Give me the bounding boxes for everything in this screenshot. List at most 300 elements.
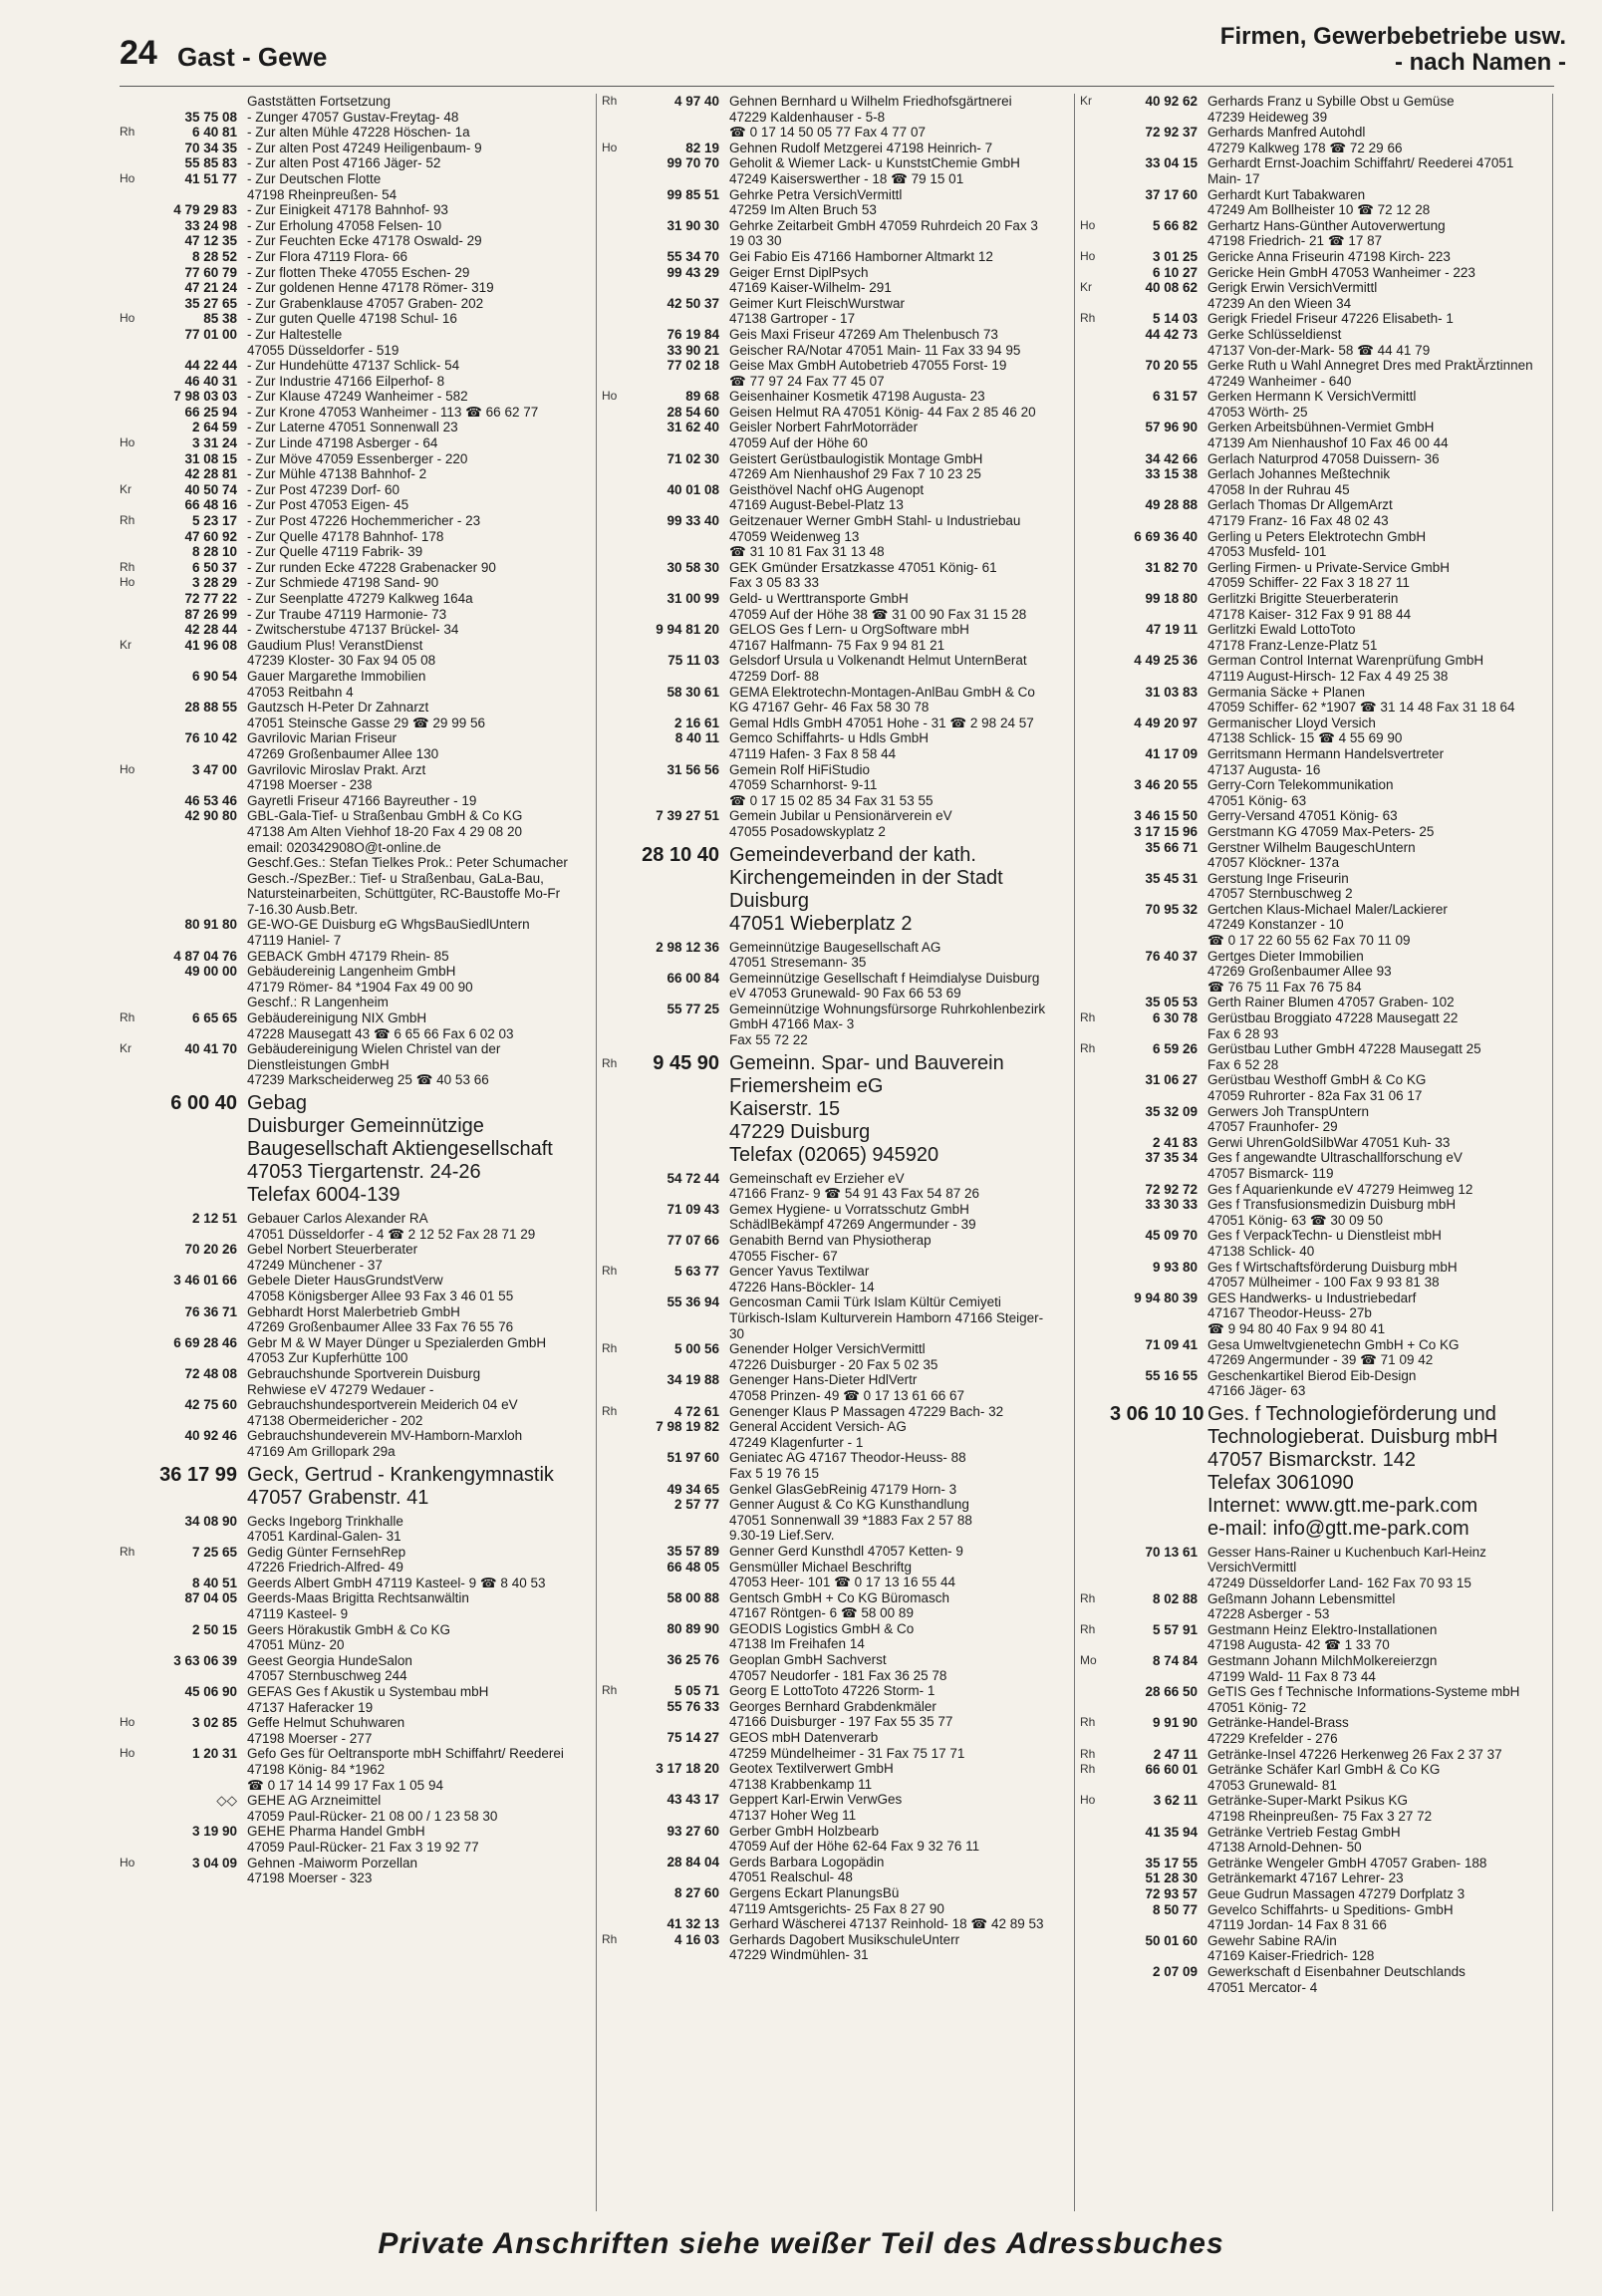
phone-number: 6 31 57 [1152, 389, 1198, 405]
entry-text: Getränke Vertrieb Festag GmbH 47138 Arnold-Dehnen- 50 [1207, 1824, 1401, 1856]
entry-text: - Zur Traube 47119 Harmonie- 73 [247, 606, 447, 622]
entry-text: Gerstner Wilhelm BaugeschUntern 47057 Klöckner- 137a [1207, 839, 1416, 871]
directory-entry [602, 1792, 1056, 1823]
entry-text: Gerling u Peters Elektrotechn GmbH 47053 Musfeld- 101 [1207, 528, 1427, 560]
entry-text: - Zur Feuchten Ecke 47178 Oswald- 29 [247, 233, 482, 249]
location-code [1080, 1870, 1110, 1886]
entry-text: Gerüstbau Broggiato 47228 Mausegatt 22 Fax 6 28 93 [1207, 1010, 1459, 1041]
phone-number: 55 76 33 [667, 1698, 719, 1714]
entry-text: Gewehr Sabine RA/in 47169 Kaiser-Friedrich- 128 [1207, 1932, 1375, 1964]
entry-text: Gemco Schiffahrts- u Hdls GmbH 47119 Hafen- 3 Fax 8 58 44 [729, 730, 930, 761]
entry-text: GEBACK GmbH 47179 Rhein- 85 [247, 948, 449, 964]
location-code: Ho [120, 170, 135, 185]
phone-number: 31 00 99 [667, 591, 719, 606]
directory-entry [1080, 685, 1534, 716]
directory-entry [120, 1092, 574, 1207]
entry-text: Genenger Hans-Dieter HdlVertr 47058 Prinzen- 49 ☎ 0 17 13 61 66 67 [729, 1372, 964, 1403]
phone-number: 28 54 60 [667, 404, 719, 420]
location-code: Rh [1080, 311, 1096, 326]
location-code [1080, 1197, 1110, 1228]
directory-entry [120, 202, 574, 218]
phone-number: 55 77 25 [667, 1001, 719, 1016]
entry-text: Geld- u Werttransporte GmbH 47059 Auf der Höhe 38 ☎ 31 00 90 Fax 31 15 28 [729, 591, 1027, 622]
entry-text: Gefo Ges für Oeltransporte mbH Schiffahrt/ Reederei 47198 König- 84 *1962 ☎ 0 17 14 14 99 17 Fax 1 05 94 [247, 1746, 564, 1793]
directory-entry [1080, 591, 1534, 622]
entry-text: Gebäudereinig Langenheim GmbH 47179 Römer- 84 *1904 Fax 49 00 90 Geschf.: R Langenheim [247, 964, 473, 1010]
directory-entry [120, 482, 574, 498]
entry-text: - Zur goldenen Henne 47178 Römer- 319 [247, 280, 494, 296]
entry-text: Ges f Aquarienkunde eV 47279 Heimweg 12 [1207, 1181, 1473, 1197]
phone-number: 31 82 70 [1145, 559, 1198, 575]
entry-text: Gewerkschaft d Eisenbahner Deutschlands 47051 Mercator- 4 [1207, 1963, 1466, 1995]
directory-entry [1080, 1622, 1534, 1653]
directory-entry [1080, 311, 1534, 327]
phone-number: 4 49 20 97 [1134, 715, 1198, 730]
location-code [120, 110, 149, 126]
directory-entry [1080, 1856, 1534, 1871]
phone-number: 5 05 71 [673, 1683, 719, 1699]
directory-entry [1080, 1886, 1534, 1902]
directory-entry [602, 1002, 1056, 1048]
phone-number: 70 95 32 [1145, 901, 1198, 917]
location-code [602, 1824, 632, 1855]
phone-number: 2 57 77 [673, 1497, 719, 1513]
location-code [602, 1761, 632, 1792]
phone-number: 3 46 15 50 [1134, 808, 1198, 824]
directory-entry [120, 793, 574, 809]
phone-number: 42 28 44 [184, 622, 237, 638]
directory-entry [1080, 1182, 1534, 1198]
section-title [1220, 24, 1566, 76]
phone-number: 6 69 28 46 [173, 1334, 237, 1350]
location-code [1080, 871, 1110, 902]
directory-entry [120, 1856, 574, 1886]
location-code [602, 1233, 632, 1264]
location-code [602, 1916, 632, 1932]
directory-entry [602, 1264, 1056, 1294]
entry-text: - Zur Quelle 47119 Fabrik- 39 [247, 544, 423, 560]
directory-entry [1080, 777, 1534, 808]
location-code [602, 1002, 632, 1048]
location-code [602, 358, 632, 389]
phone-number: 28 10 40 [642, 843, 719, 866]
directory-entry [602, 343, 1056, 359]
entry-text: German Control Internat Warenprüfung GmbH 47119 August-Hirsch- 12 Fax 4 49 25 38 [1207, 653, 1484, 684]
location-code: Rh [1080, 1010, 1096, 1025]
location-code [1080, 187, 1110, 218]
entry-text: Geischer RA/Notar 47051 Main- 11 Fax 33 94 95 [729, 342, 1021, 358]
phone-number: 3 02 85 [191, 1715, 237, 1731]
entry-text: - Zur Schmiede 47198 Sand- 90 [247, 575, 439, 591]
directory-entry [602, 265, 1056, 296]
location-code: Rh [602, 1931, 618, 1946]
directory-entry [120, 529, 574, 545]
entry-text: Gerber GmbH Holzbearb 47059 Auf der Höhe 62-64 Fax 9 32 76 11 [729, 1823, 980, 1855]
location-code [1080, 1886, 1110, 1902]
phone-number: 57 96 90 [1145, 420, 1198, 435]
phone-number: 45 09 70 [1145, 1228, 1198, 1244]
phone-number: ◇◇ [216, 1793, 237, 1809]
phone-number: 99 85 51 [667, 186, 719, 202]
location-code [120, 1428, 149, 1459]
location-code: Ho [120, 1855, 135, 1869]
location-code [1080, 1856, 1110, 1871]
entry-text: Geoplan GmbH Sachverst 47057 Neudorfer - 181 Fax 36 25 78 [729, 1652, 947, 1683]
location-code [602, 940, 632, 971]
directory-entry [602, 1202, 1056, 1233]
entry-text: General Accident Versich- AG 47249 Klagenfurter - 1 [729, 1419, 907, 1450]
location-code [602, 653, 632, 684]
directory-column-3 [1080, 94, 1534, 2211]
phone-number: 33 90 21 [667, 342, 719, 358]
directory-entry [120, 1576, 574, 1591]
location-code [602, 1482, 632, 1498]
phone-number: 8 02 88 [1152, 1590, 1198, 1606]
phone-number: 5 00 56 [673, 1341, 719, 1357]
phone-number: 3 01 25 [1152, 248, 1198, 264]
entry-text: Gebäudereinigung Wielen Christel van der Dienstleistungen GmbH 47239 Markscheiderweg 25 ☎ 40 53 66 [247, 1041, 501, 1088]
phone-number: 55 36 94 [667, 1294, 719, 1310]
entry-text: Gei Fabio Eis 47166 Hamborner Altmarkt 12 [729, 248, 993, 264]
entry-text: Gebrauchshundesportverein Meiderich 04 eV 47138 Obermeidericher - 202 [247, 1397, 518, 1428]
directory-entry [120, 1041, 574, 1088]
entry-text: Gericke Anna Friseurin 47198 Kirch- 223 [1207, 248, 1451, 264]
location-code [1080, 1545, 1110, 1591]
entry-text: Geschenkartikel Bierod Eib-Design 47166 Jäger- 63 [1207, 1367, 1417, 1399]
entry-text: Geck, Gertrud - Krankengymnastik 47057 Grabenstr. 41 [247, 1463, 554, 1509]
directory-entry [1080, 1368, 1534, 1399]
entry-text: Geisler Norbert FahrMotorräder 47059 Auf der Höhe 60 [729, 420, 919, 451]
directory-entry [120, 1715, 574, 1746]
entry-text: - Zur Seenplatte 47279 Kalkweg 164a [247, 591, 473, 606]
directory-entry [120, 233, 574, 249]
location-code: Rh [120, 125, 135, 140]
directory-entry [602, 249, 1056, 265]
directory-entry [120, 1397, 574, 1428]
entry-text: Geotex Textilverwert GmbH 47138 Krabbenkamp 11 [729, 1761, 894, 1792]
location-code: Ho [120, 1746, 135, 1761]
entry-text: Gerhards Franz u Sybille Obst u Gemüse 47239 Heideweg 39 [1207, 94, 1455, 125]
entry-text: - Zur Deutschen Flotte 47198 Rheinpreußen- 54 [247, 170, 398, 202]
location-code [120, 607, 149, 623]
entry-text: - Zur Post 47226 Hochemmericher - 23 [247, 513, 481, 529]
location-code [1080, 716, 1110, 746]
location-code [120, 808, 149, 917]
directory-entry [1080, 1653, 1534, 1684]
phone-number: 3 06 10 10 [1110, 1402, 1204, 1425]
phone-number: 54 72 44 [667, 1170, 719, 1186]
directory-entry [120, 1545, 574, 1576]
location-code [602, 591, 632, 622]
directory-entry [120, 808, 574, 917]
phone-number: 40 01 08 [667, 481, 719, 497]
directory-entry [120, 125, 574, 141]
location-code: Rh [120, 1010, 135, 1025]
directory-entry [602, 844, 1056, 936]
entry-text: - Zur guten Quelle 47198 Schul- 16 [247, 311, 457, 327]
entry-text: Gerstung Inge Friseurin 47057 Sternbuschweg 2 [1207, 870, 1353, 902]
entry-text: Gayretli Friseur 47166 Bayreuther - 19 [247, 792, 477, 808]
phone-number: 41 17 09 [1145, 745, 1198, 761]
phone-number: 9 91 90 [1152, 1715, 1198, 1731]
location-code: Ho [120, 311, 135, 326]
phone-number: 49 28 88 [1145, 497, 1198, 513]
entry-text: Genabith Bernd van Physiotherap 47055 Fischer- 67 [729, 1233, 932, 1264]
location-code [120, 529, 149, 545]
phone-number: 51 28 30 [1145, 1870, 1198, 1886]
directory-entry [1080, 1762, 1534, 1793]
directory-entry [602, 1590, 1056, 1621]
directory-entry [120, 420, 574, 435]
phone-number: 66 48 16 [184, 497, 237, 513]
location-code [602, 187, 632, 218]
location-code [1080, 1228, 1110, 1259]
phone-number: 41 96 08 [184, 637, 237, 653]
phone-number: 35 05 53 [1145, 995, 1198, 1010]
directory-entry [120, 513, 574, 529]
entry-text: Geholit & Wiemer Lack- u KunststChemie GmbH 47249 Kaiserswerther - 18 ☎ 79 15 01 [729, 155, 1020, 186]
entry-text: Gerüstbau Luther GmbH 47228 Mausegatt 25 Fax 6 52 28 [1207, 1041, 1481, 1072]
directory-entry [120, 171, 574, 202]
directory-entry [602, 141, 1056, 156]
directory-entry [1080, 1010, 1534, 1041]
entry-text: Gerry-Versand 47051 König- 63 [1207, 808, 1398, 824]
entry-text: - Zur Krone 47053 Wanheimer - 113 ☎ 66 62 77 [247, 404, 539, 420]
directory-entry [602, 622, 1056, 653]
location-code: Rh [602, 94, 618, 108]
phone-number: 89 68 [685, 389, 719, 405]
location-code [120, 1092, 149, 1207]
entry-text: Gerhards Manfred Autohdl 47279 Kalkweg 178 ☎ 72 29 66 [1207, 125, 1403, 155]
directory-entry [120, 1366, 574, 1397]
location-code [120, 1464, 149, 1510]
directory-entry [1080, 808, 1534, 824]
phone-number: 72 77 22 [184, 591, 237, 606]
column-divider [596, 94, 597, 2211]
location-code [120, 389, 149, 405]
directory-entry [1080, 746, 1534, 777]
location-code [602, 296, 632, 327]
phone-number: 28 66 50 [1145, 1684, 1198, 1700]
entry-text: Gehnen Rudolf Metzgerei 47198 Heinrich- 7 [729, 140, 993, 155]
phone-number: 93 27 60 [667, 1823, 719, 1839]
phone-number: 76 10 42 [184, 730, 237, 746]
phone-number: 58 00 88 [667, 1589, 719, 1605]
location-code [1080, 1825, 1110, 1856]
location-code [120, 591, 149, 607]
location-code: Kr [120, 1041, 132, 1056]
phone-number: 77 02 18 [667, 358, 719, 374]
directory-entry [1080, 653, 1534, 684]
directory-entry [120, 1242, 574, 1273]
column-divider [1074, 94, 1075, 2211]
directory-entry [1080, 466, 1534, 497]
location-code [120, 358, 149, 374]
entry-text: - Zur Hundehütte 47137 Schlick- 54 [247, 358, 460, 374]
header-rule [120, 86, 1554, 87]
location-code: Ho [120, 575, 135, 590]
directory-entry [1080, 249, 1534, 265]
phone-number: 7 25 65 [191, 1544, 237, 1560]
entry-text: Geue Gudrun Massagen 47279 Dorfplatz 3 [1207, 1885, 1466, 1901]
location-code [1080, 1150, 1110, 1181]
entry-text: GBL-Gala-Tief- u Straßenbau GmbH & Co KG 47138 Am Alten Viehhof 18-20 Fax 4 29 08 20 email: 020342908O@t-online.de Geschf.Ges.: Stefan Tielkes Prok.: Peter Schumacher Gesch.-/SpezBer.: Tief- u Straßenbau, GaLa-Bau, Natursteinarbeiten, Schüttgüter, RC-Baustoffe Mo-Fr 7-16.30 Ausb.Betr. [247, 808, 568, 917]
phone-number: 71 02 30 [667, 450, 719, 466]
directory-entry [120, 591, 574, 607]
entry-text: Getränke Wengeler GmbH 47057 Graben- 188 [1207, 1855, 1487, 1870]
location-code [1080, 125, 1110, 155]
location-code [120, 497, 149, 513]
directory-entry [120, 218, 574, 234]
location-code: Ho [120, 435, 135, 450]
phone-number: 99 70 70 [667, 155, 719, 171]
entry-text: Gautzsch H-Peter Dr Zahnarzt 47051 Steinsche Gasse 29 ☎ 29 99 56 [247, 700, 485, 730]
phone-number: 75 14 27 [667, 1730, 719, 1746]
phone-number: 9 94 81 20 [656, 622, 719, 638]
phone-number: 28 84 04 [667, 1854, 719, 1869]
entry-text: Gerwi UhrenGoldSilbWar 47051 Kuh- 33 [1207, 1134, 1451, 1150]
entry-text: Gencosman Camii Türk Islam Kültür Cemiyeti Türkisch-Islam Kulturverein Hamborn 47166 Steiger- 30 [729, 1294, 1044, 1341]
phone-number: 58 30 61 [667, 684, 719, 700]
location-code [120, 405, 149, 421]
directory-entry [120, 949, 574, 965]
location-code [602, 1294, 632, 1341]
location-code [1080, 451, 1110, 467]
directory-entry [120, 435, 574, 451]
phone-number: 33 04 15 [1145, 155, 1198, 171]
location-code [120, 466, 149, 482]
phone-number: 43 43 17 [667, 1792, 719, 1808]
entry-text: - Zur Post 47053 Eigen- 45 [247, 497, 409, 513]
location-code [120, 730, 149, 761]
entry-text: Gentsch GmbH + Co KG Büromasch 47167 Röntgen- 6 ☎ 58 00 89 [729, 1589, 949, 1621]
location-code [120, 296, 149, 312]
location-code [602, 560, 632, 591]
phone-number: 40 92 62 [1145, 94, 1198, 109]
entry-text: Geest Georgia HundeSalon 47057 Sternbuschweg 244 [247, 1652, 412, 1684]
entry-text: Ges f Wirtschaftsförderung Duisburg mbH 47057 Mülheimer - 100 Fax 9 93 81 38 [1207, 1259, 1458, 1291]
phone-number: 2 50 15 [191, 1621, 237, 1637]
directory-entry [1080, 1135, 1534, 1151]
section-title-line2: - nach Namen - [1394, 49, 1566, 76]
entry-text: Gauer Margarethe Immobilien 47053 Reitbahn 4 [247, 668, 426, 700]
location-code [120, 1793, 149, 1824]
entry-text: Gemein Rolf HiFiStudio 47059 Scharnhorst- 9-11 ☎ 0 17 15 02 85 34 Fax 31 53 55 [729, 761, 934, 808]
entry-text: Gerüstbau Westhoff GmbH & Co KG 47059 Ruhrorter - 82a Fax 31 06 17 [1207, 1072, 1427, 1103]
phone-number: 82 19 [685, 140, 719, 155]
phone-number: 5 23 17 [191, 513, 237, 529]
directory-entry [120, 669, 574, 700]
directory-entry [602, 1761, 1056, 1792]
entry-text: Getränke-Super-Markt Psikus KG 47198 Rheinpreußen- 75 Fax 3 27 72 [1207, 1793, 1433, 1824]
phone-number: 3 17 18 20 [656, 1761, 719, 1777]
directory-entry [120, 730, 574, 761]
location-code [1080, 265, 1110, 281]
directory-entry [602, 940, 1056, 971]
phone-number: 49 00 00 [184, 964, 237, 980]
location-code [1080, 529, 1110, 560]
entry-text: GEFAS Ges f Akustik u Systembau mbH 47137 Haferacker 19 [247, 1684, 489, 1715]
location-code [602, 1621, 632, 1652]
directory-entry [602, 94, 1056, 141]
entry-text: Gerlach Naturprod 47058 Duissern- 36 [1207, 450, 1440, 466]
location-code [120, 1590, 149, 1621]
directory-entry [120, 110, 574, 126]
directory-entry [120, 265, 574, 281]
location-code: Rh [1080, 1621, 1096, 1636]
phone-number: 50 01 60 [1145, 1932, 1198, 1948]
entry-text: Gebele Dieter HausGrundstVerw 47058 Königsberger Allee 93 Fax 3 46 01 55 [247, 1273, 514, 1303]
phone-number: 4 72 61 [673, 1403, 719, 1419]
entry-text: Gebrauchshunde Sportverein Duisburg Rehwiese eV 47279 Wedauer - [247, 1365, 481, 1397]
directory-entry [120, 327, 574, 358]
directory-entry [120, 249, 574, 265]
directory-entry [1080, 187, 1534, 218]
location-code [120, 280, 149, 296]
directory-entry [1080, 327, 1534, 358]
directory-entry [120, 1684, 574, 1715]
directory-entry [1080, 949, 1534, 996]
location-code [120, 1304, 149, 1335]
directory-entry [602, 513, 1056, 560]
directory-entry [602, 762, 1056, 809]
location-code [120, 202, 149, 218]
directory-entry [120, 1590, 574, 1621]
phone-number: 76 36 71 [184, 1303, 237, 1319]
entry-text: Gemeinn. Spar- und Bauverein Friemersheim eG Kaiserstr. 15 47229 Duisburg Telefax (02065) 945920 [729, 1051, 1004, 1166]
phone-number: 47 60 92 [184, 528, 237, 544]
phone-number: 8 28 52 [191, 248, 237, 264]
phone-number: 49 34 65 [667, 1481, 719, 1497]
phone-number: 3 28 29 [191, 575, 237, 591]
directory-entry [120, 622, 574, 638]
location-code: Ho [1080, 248, 1096, 263]
phone-number: 3 17 15 96 [1134, 823, 1198, 839]
location-code [1080, 685, 1110, 716]
entry-text: Gerlach Thomas Dr AllgemArzt 47179 Franz- 16 Fax 48 02 43 [1207, 497, 1393, 529]
phone-number: 35 17 55 [1145, 1855, 1198, 1870]
directory-entry [120, 638, 574, 669]
location-code [602, 1792, 632, 1823]
entry-text: Gestmann Johann MilchMolkereierzgn 47199 Wald- 11 Fax 8 73 44 [1207, 1653, 1438, 1684]
phone-number: 40 08 62 [1145, 280, 1198, 296]
directory-entry [120, 358, 574, 374]
phone-number: 47 19 11 [1146, 622, 1198, 638]
phone-number: 77 01 00 [184, 326, 237, 342]
entry-text: Gemeinnützige Baugesellschaft AG 47051 Stresemann- 35 [729, 939, 941, 971]
location-code [120, 265, 149, 281]
phone-number: 35 66 71 [1145, 839, 1198, 855]
phone-number: 99 43 29 [667, 264, 719, 280]
directory-entry [1080, 1228, 1534, 1259]
entry-text: Gesa Umweltvgienetechn GmbH + Co KG 47269 Angermunder - 39 ☎ 71 09 42 [1207, 1336, 1460, 1368]
directory-entry [1080, 1870, 1534, 1886]
phone-number: 55 85 83 [184, 155, 237, 171]
location-code [602, 513, 632, 560]
entry-text: Gerigk Friedel Friseur 47226 Elisabeth- 1 [1207, 311, 1454, 327]
entry-text: Gerhards Dagobert MusikschuleUnterr 47229 Windmühlen- 31 [729, 1931, 960, 1963]
phone-number: 6 69 36 40 [1134, 528, 1198, 544]
directory-entry [120, 1304, 574, 1335]
entry-text: GELOS Ges f Lern- u OrgSoftware mbH 47167 Halfmann- 75 Fax 9 94 81 21 [729, 622, 969, 653]
phone-number: 55 16 55 [1145, 1367, 1198, 1383]
location-code: Rh [602, 1683, 618, 1698]
location-code [120, 1211, 149, 1242]
location-code [602, 1497, 632, 1544]
directory-entry [120, 451, 574, 467]
phone-number: 85 38 [203, 311, 237, 327]
directory-entry [602, 653, 1056, 684]
